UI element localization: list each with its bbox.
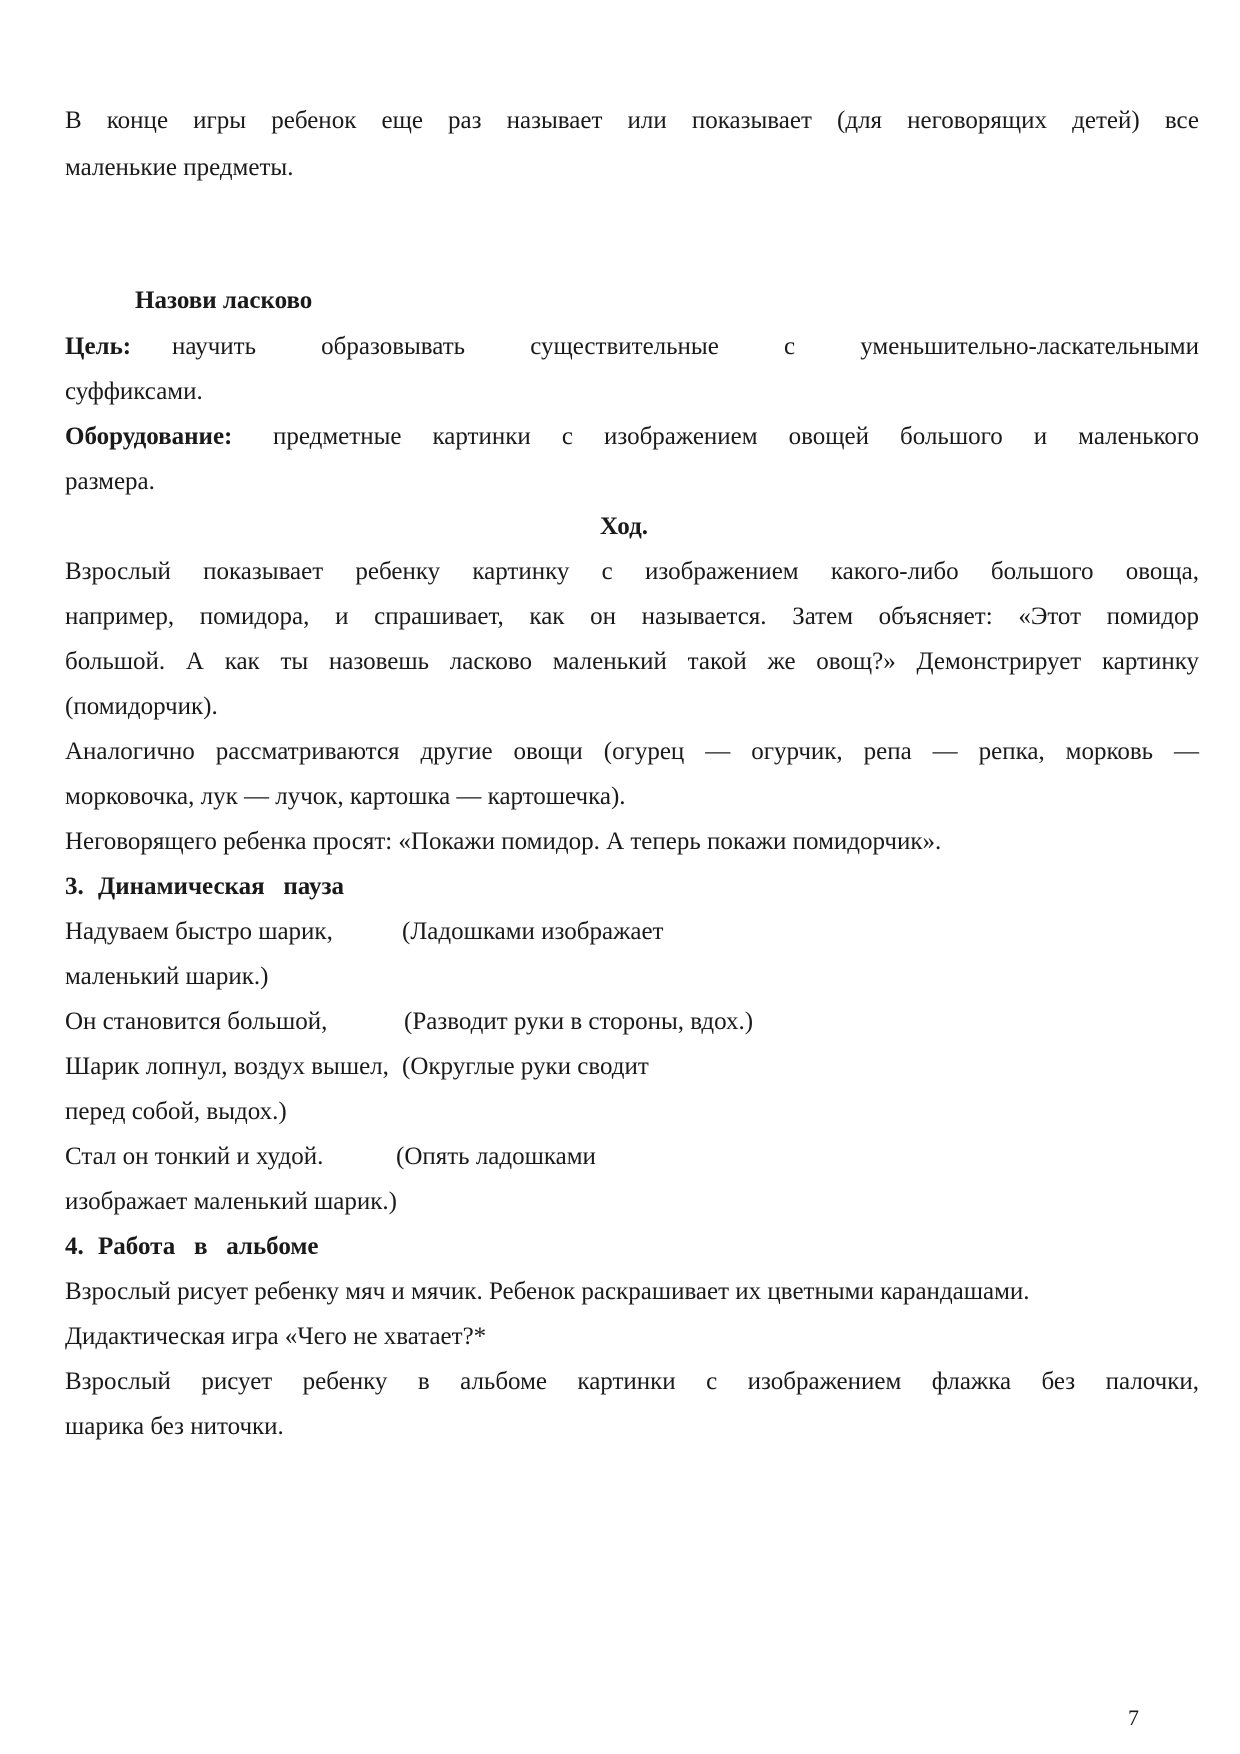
section-3-title: Динамическая пауза — [98, 873, 345, 900]
section-4-number: 4. — [65, 1233, 84, 1260]
course-line-5: Аналогично рассматриваются другие овощи (огурец — огурчик, репа — репка, морковь — — [65, 738, 1199, 765]
section-4-line-1: Взрослый рисует ребенку мяч и мячик. Ребенок раскрашивает их цветными карандашами. — [65, 1278, 1030, 1305]
course-line-2: например, помидора, и спрашивает, как он называется. Затем объясняет: «Этот помидор — [65, 603, 1199, 630]
intro-line-2: маленькие предметы. — [65, 154, 294, 181]
game-title: Назови ласково — [135, 287, 313, 314]
section-4-line-4: шарика без ниточки. — [65, 1413, 284, 1440]
verse-4-text: Шарик лопнул, воздух вышел, — [65, 1053, 389, 1080]
course-title: Ход. — [600, 513, 648, 540]
goal-text-line-1: научить образовывать существительные с уменьшительно-ласкательными — [172, 333, 1199, 360]
verse-2-text: маленький шарик.) — [65, 963, 269, 990]
section-4-title: Работа в альбоме — [98, 1233, 319, 1260]
verse-6-text: Стал он тонкий и худой. — [65, 1143, 324, 1170]
course-line-7: Неговорящего ребенка просят: «Покажи помидор. А теперь покажи помидорчик». — [65, 828, 942, 855]
section-4-line-2: Дидактическая игра «Чего не хватает?* — [65, 1323, 487, 1350]
course-line-4: (помидорчик). — [65, 693, 218, 720]
section-3-number: 3. — [65, 873, 84, 900]
course-line-3: большой. А как ты назовешь ласково маленький такой же овощ?» Демонстрирует картинку — [65, 648, 1199, 675]
verse-3-action: (Разводит руки в стороны, вдох.) — [404, 1008, 754, 1035]
equipment-text-line-2: размера. — [65, 468, 155, 495]
verse-1-text: Надуваем быстро шарик, — [65, 918, 333, 945]
verse-5-text: перед собой, выдох.) — [65, 1098, 287, 1125]
section-4-heading — [65, 1232, 1199, 1262]
verse-7-text: изображает маленький шарик.) — [65, 1188, 397, 1215]
equipment-text-line-1: предметные картинки с изображением овощей большого и маленького — [273, 423, 1199, 450]
intro-line-1: В конце игры ребенок еще раз называет или показывает (для неговорящих детей) все — [65, 107, 1199, 134]
page-number: 7 — [1128, 1705, 1139, 1730]
verse-1-action: (Ладошками изображает — [402, 918, 664, 945]
verse-3-text: Он становится большой, — [65, 1008, 328, 1035]
goal-text-line-2: суффиксами. — [65, 378, 203, 405]
course-line-6: морковочка, лук — лучок, картошка — картошечка). — [65, 783, 626, 810]
verse-4-action: (Округлые руки сводит — [402, 1053, 649, 1080]
section-4-line-3: Взрослый рисует ребенку в альбоме картинки с изображением флажка без палочки, — [65, 1368, 1199, 1395]
section-3-heading — [65, 872, 1199, 902]
goal-label: Цель: — [65, 333, 132, 360]
equipment-label: Оборудование: — [65, 423, 233, 450]
course-line-1: Взрослый показывает ребенку картинку с изображением какого-либо большого овоща, — [65, 558, 1199, 585]
verse-6-action: (Опять ладошками — [396, 1143, 596, 1170]
